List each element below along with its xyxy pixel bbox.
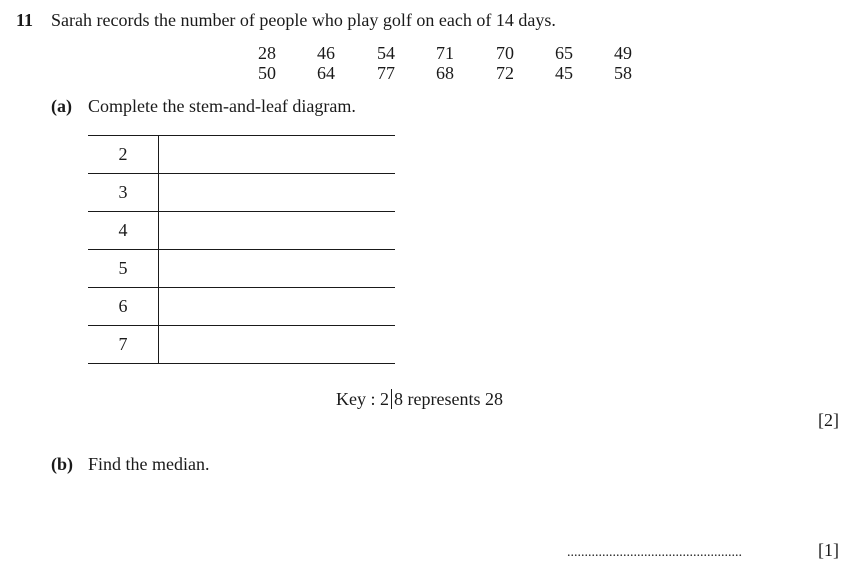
stem-cell: 5: [88, 250, 159, 288]
table-row: [88, 136, 395, 174]
data-value: 77: [377, 63, 395, 83]
data-value: 54: [377, 43, 395, 63]
leaf-cell[interactable]: [159, 250, 396, 288]
leaf-cell[interactable]: [159, 212, 396, 250]
stem-cell: 4: [88, 212, 159, 250]
leaf-cell[interactable]: [159, 174, 396, 212]
stem-cell: 2: [88, 136, 159, 174]
data-value: 70: [496, 43, 514, 63]
stem-cell: 6: [88, 288, 159, 326]
table-row: [88, 174, 395, 212]
data-value: 71: [436, 43, 454, 63]
table-row: [88, 326, 395, 364]
data-value: 65: [555, 43, 573, 63]
leaf-cell[interactable]: [159, 326, 396, 364]
data-value: 28: [258, 43, 276, 63]
key-suffix: represents 28: [407, 389, 503, 409]
data-value: 46: [317, 43, 335, 63]
part-a-marks: [2]: [818, 410, 839, 430]
data-value: 58: [614, 63, 632, 83]
data-value: 45: [555, 63, 573, 83]
data-value: 68: [436, 63, 454, 83]
leaf-cell[interactable]: [159, 288, 396, 326]
key-stem: 2: [380, 389, 389, 409]
key-prefix: Key :: [336, 389, 376, 409]
key-divider: [391, 389, 392, 409]
table-row: [88, 250, 395, 288]
part-a-text: Complete the stem-and-leaf diagram.: [88, 96, 356, 116]
question-text: Sarah records the number of people who play golf on each of 14 days.: [51, 10, 556, 30]
data-value: 72: [496, 63, 514, 83]
data-value: 64: [317, 63, 335, 83]
table-row: [88, 212, 395, 250]
data-value: 49: [614, 43, 632, 63]
leaf-cell[interactable]: [159, 136, 396, 174]
stem-and-leaf-diagram: [88, 135, 395, 364]
answer-line[interactable]: ..................................................: [567, 545, 742, 560]
part-b-label: (b): [51, 454, 73, 474]
part-b-marks: [1]: [818, 540, 839, 560]
table-row: [88, 288, 395, 326]
key-leaf: 8: [394, 389, 403, 409]
diagram-key: [336, 389, 503, 410]
part-a-label: (a): [51, 96, 72, 116]
data-value: 50: [258, 63, 276, 83]
stem-cell: 7: [88, 326, 159, 364]
stem-cell: 3: [88, 174, 159, 212]
question-number: 11: [16, 10, 34, 30]
part-b-text: Find the median.: [88, 454, 210, 474]
